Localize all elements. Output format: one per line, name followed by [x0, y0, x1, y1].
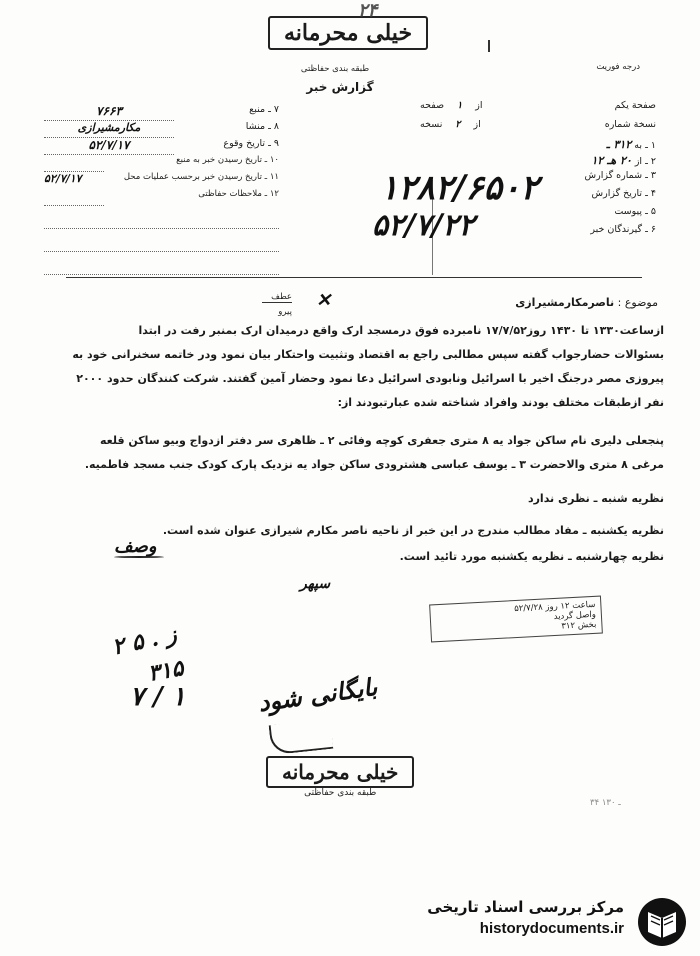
- origin-row: ۸ ـ منشا مکارمشیرازی: [44, 121, 279, 138]
- form-row: ۴ ـ تاریخ گزارش: [591, 188, 656, 199]
- body-line: پنجعلی دلیری نام ساکن جواد یه ۸ متری جعفری کوچه وفائی ۲ ـ ظاهری سر دفتر ازدواج وبیو ساکن قلعه: [99, 434, 664, 447]
- footer-logo-area: [400, 892, 696, 952]
- form-row: ۳ ـ شماره گزارش: [584, 170, 656, 181]
- form-row: ۱ ـ به ۳۱۲ ـ: [606, 138, 656, 151]
- form-row: ۲ ـ از ۲۰ هـ ۱۲: [591, 154, 656, 167]
- handwritten-number: ۱۲۸۲/۶۵۰۲: [380, 168, 539, 208]
- page-label: صفحة یکم: [614, 100, 656, 111]
- ref-label: عطف: [262, 292, 292, 303]
- reference-box: [262, 292, 292, 317]
- event-date-row: ۹ ـ تاریخ وقوع ۵۲/۷/۱۷: [44, 138, 279, 155]
- page-of: از: [475, 100, 483, 111]
- receipt-arrived: واصل گردید: [553, 609, 597, 623]
- signature-wednesday: سپهر: [300, 576, 331, 592]
- form-row: ۵ ـ پیوست: [614, 206, 656, 217]
- form-row: ۶ ـ گیرندگان خبر: [590, 224, 656, 235]
- report-title: گزارش خبر: [306, 80, 374, 94]
- classification-bottom: طبقه بندی حفاظتی: [304, 788, 377, 798]
- receipt-section: بخش ۳۱۲: [561, 619, 597, 632]
- source-row: ۷ ـ منبع ۷۶۶۳: [44, 104, 279, 121]
- body-line: بسئوالات حضارجواب گفته سپس مطالبی راجع به اقتصاد وتثبیت واحتکار بیان نمود ودر خاتمه سخنرانی خود به: [72, 348, 664, 361]
- event-date-value: ۵۲/۷/۱۷: [44, 138, 174, 155]
- corner-mark: [488, 40, 490, 52]
- page-row: صفحة یکم از ۱ صفحه: [420, 100, 656, 119]
- subject-label: موضوع: [624, 296, 658, 309]
- bottom-handwriting: بایگانی شود: [256, 671, 379, 718]
- classification-label: طبقه بندی حفاظتی: [300, 64, 370, 74]
- operation-date-row: ۱۱ ـ تاریخ رسیدن خبر برحسب عملیات محل ۵۲/۷/۱۷: [44, 172, 279, 189]
- body-line: ازساعت۱۳۳۰ تا ۱۴۳۰ روز۱۷/۷/۵۲ نامبرده فوق درمسجد ارک واقع درمیدان ارک بمنبر رفت در ابتدا: [138, 324, 664, 337]
- bottom-stamp: [266, 756, 414, 798]
- receipt-time: ساعت ۱۲ روز ۵۲/۷/۲۸: [513, 599, 596, 615]
- bottom-signature-line: [269, 719, 334, 755]
- protection-row: ۱۲ ـ ملاحظات حفاظتی: [44, 189, 279, 206]
- document-code: ۳۴ ـ ۱۳۰: [590, 798, 621, 808]
- opinion-saturday: نظریه شنبه ـ نظری ندارد: [527, 492, 664, 505]
- stamp-text: خیلی محرمانه: [268, 16, 428, 50]
- page-unit: صفحه: [420, 100, 445, 111]
- body-line: پیروزی مصر درجنگ اخیر با اسرائیل ونابودی اسرائیل دعا نمود وحضار آمین گفتند. شرکت کنندگان حدود ۲۰۰۰: [76, 372, 664, 385]
- top-mark: ۲۴: [358, 0, 378, 21]
- stamp-text: خیلی محرمانه: [266, 756, 414, 788]
- margin-note: ز . ۵ ۲: [110, 621, 179, 661]
- opinion-wednesday: نظریه چهارشنبه ـ نظریه یکشنبه مورد تائید است.: [399, 550, 664, 563]
- copy-row: نسخة شماره از ۲ نسخه: [420, 119, 656, 138]
- origin-value: مکارمشیرازی: [44, 121, 174, 138]
- subject-line: موضوع : ناصرمکارمشیرازی: [515, 296, 658, 309]
- to-value: ۳۱۲ ـ: [606, 138, 632, 151]
- handwritten-date: ۵۲/۷/۲۲: [372, 208, 475, 243]
- copy-of: از: [473, 119, 481, 130]
- book-icon: [636, 896, 688, 948]
- signature-underline: [114, 556, 164, 558]
- follow-label: پیرو: [278, 307, 292, 317]
- copy-unit: نسخه: [420, 119, 443, 130]
- receipt-stamp: [429, 596, 603, 643]
- copy-label: نسخة شماره: [604, 119, 656, 130]
- operation-date-value: ۵۲/۷/۱۷: [44, 172, 82, 185]
- subject-value: ناصرمکارمشیرازی: [515, 296, 615, 309]
- signature-sunday: وصف: [114, 536, 157, 557]
- body-line: مرغی ۸ متری والاحضرت ۳ ـ یوسف عباسی هشترودی ساکن جواد یه نزدیک پارک کودک جنب مسجد فاطمیه.: [84, 458, 664, 471]
- source-value: ۷۶۶۳: [44, 104, 174, 121]
- from-value: ۲۰ هـ ۱۲: [591, 154, 632, 167]
- margin-note: ۳۱۵: [146, 655, 186, 687]
- website: historydocuments.ir: [479, 920, 624, 937]
- urgency-label: درجه فوریت: [596, 62, 640, 72]
- body-line: نفر ازطبقات مختلف بودند وافراد شناخته شده عبارتبودند از:: [337, 396, 664, 409]
- received-row: ۱۰ ـ تاریخ رسیدن خبر به منبع: [44, 155, 279, 172]
- opinion-sunday: نظریه یکشنبه ـ مفاد مطالب مندرج در این خبر از ناحیه ناصر مکارم شیرازی عنوان شده است.: [162, 524, 664, 537]
- header-rule: [66, 277, 642, 278]
- org-name: مرکز بررسی اسناد تاریخی: [427, 898, 624, 916]
- top-stamp: [268, 16, 428, 50]
- left-form: [44, 104, 279, 275]
- check-mark: ✕: [316, 290, 332, 311]
- margin-note: ۷ / ۱: [130, 682, 186, 712]
